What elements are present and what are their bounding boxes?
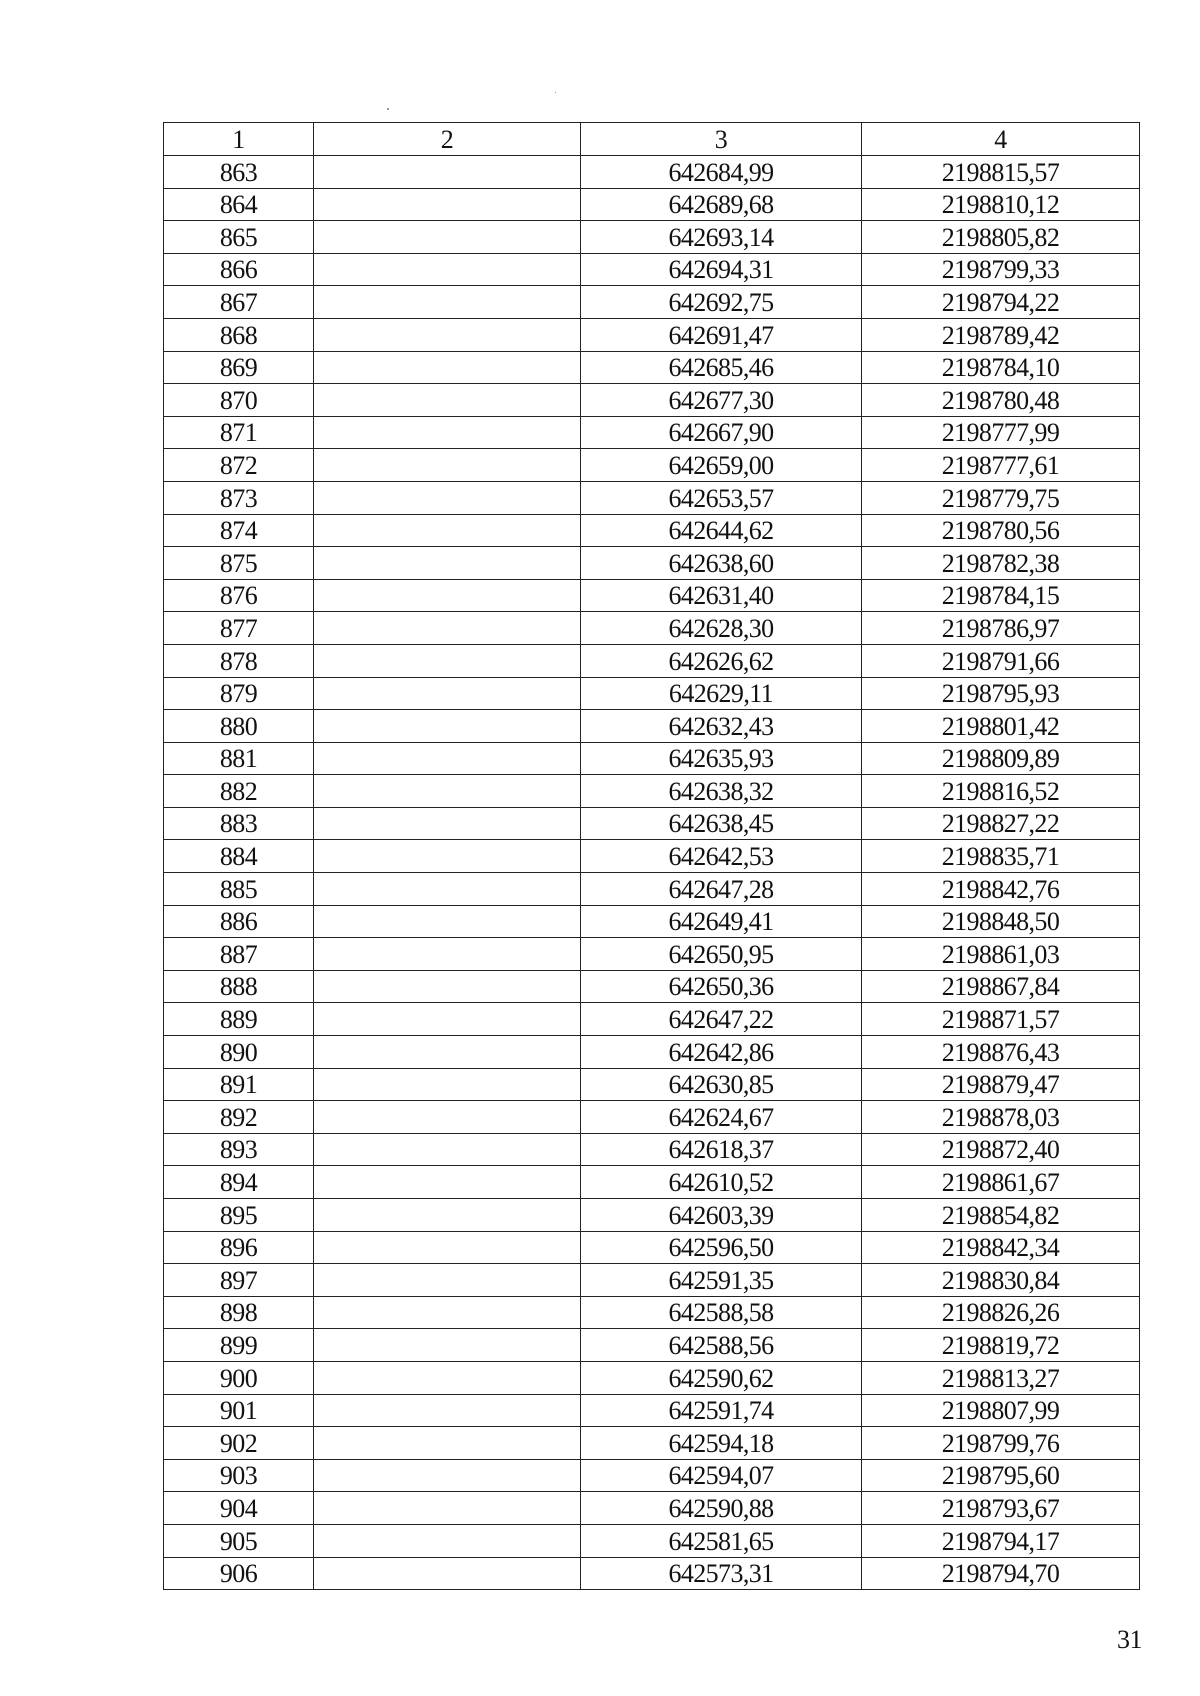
point-number-cell: 874 bbox=[164, 514, 314, 547]
x-coordinate-cell: 642642,86 bbox=[581, 1036, 862, 1069]
y-coordinate-cell: 2198816,52 bbox=[862, 775, 1140, 808]
description-cell bbox=[314, 1394, 581, 1427]
y-coordinate-cell: 2198848,50 bbox=[862, 905, 1140, 938]
y-coordinate-cell: 2198780,48 bbox=[862, 384, 1140, 417]
description-cell bbox=[314, 547, 581, 580]
table-row bbox=[164, 1492, 1140, 1525]
x-coordinate-cell: 642588,56 bbox=[581, 1329, 862, 1362]
y-coordinate-cell: 2198791,66 bbox=[862, 644, 1140, 677]
point-number-cell: 878 bbox=[164, 644, 314, 677]
point-number-cell: 864 bbox=[164, 188, 314, 221]
table-row bbox=[164, 156, 1140, 189]
table-row bbox=[164, 547, 1140, 580]
table-row bbox=[164, 481, 1140, 514]
y-coordinate-cell: 2198784,15 bbox=[862, 579, 1140, 612]
point-number-cell: 865 bbox=[164, 221, 314, 254]
table-row bbox=[164, 351, 1140, 384]
description-cell bbox=[314, 156, 581, 189]
scan-speck bbox=[555, 92, 556, 93]
y-coordinate-cell: 2198876,43 bbox=[862, 1036, 1140, 1069]
point-number-cell: 883 bbox=[164, 807, 314, 840]
y-coordinate-cell: 2198794,70 bbox=[862, 1557, 1140, 1590]
description-cell bbox=[314, 579, 581, 612]
table-row bbox=[164, 840, 1140, 873]
description-cell bbox=[314, 449, 581, 482]
column-header-1: 1 bbox=[164, 123, 314, 156]
table-row bbox=[164, 1427, 1140, 1460]
coordinates-table bbox=[163, 122, 1140, 1590]
point-number-cell: 877 bbox=[164, 612, 314, 645]
description-cell bbox=[314, 221, 581, 254]
x-coordinate-cell: 642581,65 bbox=[581, 1524, 862, 1557]
point-number-cell: 881 bbox=[164, 742, 314, 775]
table-row bbox=[164, 710, 1140, 743]
y-coordinate-cell: 2198801,42 bbox=[862, 710, 1140, 743]
page-number: 31 bbox=[1117, 1625, 1142, 1654]
point-number-cell: 899 bbox=[164, 1329, 314, 1362]
y-coordinate-cell: 2198805,82 bbox=[862, 221, 1140, 254]
x-coordinate-cell: 642650,36 bbox=[581, 970, 862, 1003]
table-row bbox=[164, 807, 1140, 840]
point-number-cell: 902 bbox=[164, 1427, 314, 1460]
description-cell bbox=[314, 318, 581, 351]
point-number-cell: 863 bbox=[164, 156, 314, 189]
y-coordinate-cell: 2198861,67 bbox=[862, 1166, 1140, 1199]
description-cell bbox=[314, 1003, 581, 1036]
point-number-cell: 886 bbox=[164, 905, 314, 938]
table-row bbox=[164, 677, 1140, 710]
point-number-cell: 892 bbox=[164, 1101, 314, 1134]
table-row bbox=[164, 1264, 1140, 1297]
table-row bbox=[164, 1036, 1140, 1069]
description-cell bbox=[314, 286, 581, 319]
x-coordinate-cell: 642632,43 bbox=[581, 710, 862, 743]
point-number-cell: 868 bbox=[164, 318, 314, 351]
scan-speck bbox=[387, 108, 389, 110]
y-coordinate-cell: 2198842,76 bbox=[862, 873, 1140, 906]
x-coordinate-cell: 642628,30 bbox=[581, 612, 862, 645]
description-cell bbox=[314, 1101, 581, 1134]
point-number-cell: 890 bbox=[164, 1036, 314, 1069]
description-cell bbox=[314, 938, 581, 971]
x-coordinate-cell: 642644,62 bbox=[581, 514, 862, 547]
y-coordinate-cell: 2198777,61 bbox=[862, 449, 1140, 482]
y-coordinate-cell: 2198815,57 bbox=[862, 156, 1140, 189]
description-cell bbox=[314, 1459, 581, 1492]
table-row bbox=[164, 742, 1140, 775]
y-coordinate-cell: 2198867,84 bbox=[862, 970, 1140, 1003]
description-cell bbox=[314, 1264, 581, 1297]
table-row bbox=[164, 644, 1140, 677]
table-row bbox=[164, 1394, 1140, 1427]
table-row bbox=[164, 1068, 1140, 1101]
point-number-cell: 866 bbox=[164, 253, 314, 286]
x-coordinate-cell: 642626,62 bbox=[581, 644, 862, 677]
table-row bbox=[164, 938, 1140, 971]
y-coordinate-cell: 2198795,93 bbox=[862, 677, 1140, 710]
description-cell bbox=[314, 840, 581, 873]
description-cell bbox=[314, 873, 581, 906]
description-cell bbox=[314, 775, 581, 808]
description-cell bbox=[314, 1231, 581, 1264]
x-coordinate-cell: 642689,68 bbox=[581, 188, 862, 221]
table-row bbox=[164, 286, 1140, 319]
x-coordinate-cell: 642684,99 bbox=[581, 156, 862, 189]
y-coordinate-cell: 2198826,26 bbox=[862, 1296, 1140, 1329]
table-row bbox=[164, 1133, 1140, 1166]
point-number-cell: 889 bbox=[164, 1003, 314, 1036]
x-coordinate-cell: 642629,11 bbox=[581, 677, 862, 710]
x-coordinate-cell: 642594,18 bbox=[581, 1427, 862, 1460]
point-number-cell: 898 bbox=[164, 1296, 314, 1329]
table-row bbox=[164, 1459, 1140, 1492]
description-cell bbox=[314, 351, 581, 384]
description-cell bbox=[314, 1361, 581, 1394]
description-cell bbox=[314, 1557, 581, 1590]
description-cell bbox=[314, 253, 581, 286]
x-coordinate-cell: 642591,35 bbox=[581, 1264, 862, 1297]
table-row bbox=[164, 1199, 1140, 1232]
column-header-2: 2 bbox=[314, 123, 581, 156]
point-number-cell: 867 bbox=[164, 286, 314, 319]
description-cell bbox=[314, 612, 581, 645]
table-row bbox=[164, 1361, 1140, 1394]
y-coordinate-cell: 2198813,27 bbox=[862, 1361, 1140, 1394]
y-coordinate-cell: 2198871,57 bbox=[862, 1003, 1140, 1036]
y-coordinate-cell: 2198782,38 bbox=[862, 547, 1140, 580]
description-cell bbox=[314, 1427, 581, 1460]
x-coordinate-cell: 642642,53 bbox=[581, 840, 862, 873]
table-row bbox=[164, 1003, 1140, 1036]
y-coordinate-cell: 2198784,10 bbox=[862, 351, 1140, 384]
point-number-cell: 885 bbox=[164, 873, 314, 906]
x-coordinate-cell: 642649,41 bbox=[581, 905, 862, 938]
x-coordinate-cell: 642677,30 bbox=[581, 384, 862, 417]
table-row bbox=[164, 253, 1140, 286]
y-coordinate-cell: 2198799,76 bbox=[862, 1427, 1140, 1460]
x-coordinate-cell: 642659,00 bbox=[581, 449, 862, 482]
description-cell bbox=[314, 416, 581, 449]
table-row bbox=[164, 416, 1140, 449]
point-number-cell: 873 bbox=[164, 481, 314, 514]
column-header-3: 3 bbox=[581, 123, 862, 156]
description-cell bbox=[314, 1199, 581, 1232]
point-number-cell: 872 bbox=[164, 449, 314, 482]
x-coordinate-cell: 642624,67 bbox=[581, 1101, 862, 1134]
x-coordinate-cell: 642635,93 bbox=[581, 742, 862, 775]
table-row bbox=[164, 775, 1140, 808]
x-coordinate-cell: 642630,85 bbox=[581, 1068, 862, 1101]
y-coordinate-cell: 2198794,22 bbox=[862, 286, 1140, 319]
x-coordinate-cell: 642691,47 bbox=[581, 318, 862, 351]
description-cell bbox=[314, 384, 581, 417]
table-body bbox=[164, 156, 1140, 1590]
y-coordinate-cell: 2198827,22 bbox=[862, 807, 1140, 840]
y-coordinate-cell: 2198819,72 bbox=[862, 1329, 1140, 1362]
y-coordinate-cell: 2198793,67 bbox=[862, 1492, 1140, 1525]
y-coordinate-cell: 2198794,17 bbox=[862, 1524, 1140, 1557]
table-row bbox=[164, 384, 1140, 417]
description-cell bbox=[314, 1036, 581, 1069]
description-cell bbox=[314, 742, 581, 775]
point-number-cell: 893 bbox=[164, 1133, 314, 1166]
table-header bbox=[164, 123, 1140, 156]
point-number-cell: 888 bbox=[164, 970, 314, 1003]
description-cell bbox=[314, 710, 581, 743]
y-coordinate-cell: 2198789,42 bbox=[862, 318, 1140, 351]
point-number-cell: 891 bbox=[164, 1068, 314, 1101]
y-coordinate-cell: 2198810,12 bbox=[862, 188, 1140, 221]
point-number-cell: 900 bbox=[164, 1361, 314, 1394]
description-cell bbox=[314, 677, 581, 710]
table-row bbox=[164, 970, 1140, 1003]
x-coordinate-cell: 642590,88 bbox=[581, 1492, 862, 1525]
table-row bbox=[164, 612, 1140, 645]
description-cell bbox=[314, 1068, 581, 1101]
table-row bbox=[164, 318, 1140, 351]
x-coordinate-cell: 642591,74 bbox=[581, 1394, 862, 1427]
point-number-cell: 904 bbox=[164, 1492, 314, 1525]
point-number-cell: 901 bbox=[164, 1394, 314, 1427]
description-cell bbox=[314, 1166, 581, 1199]
x-coordinate-cell: 642638,60 bbox=[581, 547, 862, 580]
table-row bbox=[164, 1166, 1140, 1199]
table-row bbox=[164, 1524, 1140, 1557]
y-coordinate-cell: 2198786,97 bbox=[862, 612, 1140, 645]
point-number-cell: 884 bbox=[164, 840, 314, 873]
table-row bbox=[164, 1101, 1140, 1134]
x-coordinate-cell: 642650,95 bbox=[581, 938, 862, 971]
point-number-cell: 880 bbox=[164, 710, 314, 743]
x-coordinate-cell: 642653,57 bbox=[581, 481, 862, 514]
table-row bbox=[164, 873, 1140, 906]
description-cell bbox=[314, 1329, 581, 1362]
y-coordinate-cell: 2198872,40 bbox=[862, 1133, 1140, 1166]
y-coordinate-cell: 2198780,56 bbox=[862, 514, 1140, 547]
x-coordinate-cell: 642610,52 bbox=[581, 1166, 862, 1199]
point-number-cell: 903 bbox=[164, 1459, 314, 1492]
point-number-cell: 894 bbox=[164, 1166, 314, 1199]
description-cell bbox=[314, 1524, 581, 1557]
y-coordinate-cell: 2198795,60 bbox=[862, 1459, 1140, 1492]
y-coordinate-cell: 2198830,84 bbox=[862, 1264, 1140, 1297]
description-cell bbox=[314, 1133, 581, 1166]
header-row bbox=[164, 123, 1140, 156]
x-coordinate-cell: 642618,37 bbox=[581, 1133, 862, 1166]
point-number-cell: 905 bbox=[164, 1524, 314, 1557]
description-cell bbox=[314, 905, 581, 938]
description-cell bbox=[314, 644, 581, 677]
description-cell bbox=[314, 1492, 581, 1525]
x-coordinate-cell: 642685,46 bbox=[581, 351, 862, 384]
x-coordinate-cell: 642588,58 bbox=[581, 1296, 862, 1329]
point-number-cell: 875 bbox=[164, 547, 314, 580]
table-row bbox=[164, 1231, 1140, 1264]
table-row bbox=[164, 1557, 1140, 1590]
description-cell bbox=[314, 807, 581, 840]
x-coordinate-cell: 642573,31 bbox=[581, 1557, 862, 1590]
y-coordinate-cell: 2198809,89 bbox=[862, 742, 1140, 775]
table-row bbox=[164, 188, 1140, 221]
y-coordinate-cell: 2198861,03 bbox=[862, 938, 1140, 971]
y-coordinate-cell: 2198807,99 bbox=[862, 1394, 1140, 1427]
x-coordinate-cell: 642638,45 bbox=[581, 807, 862, 840]
point-number-cell: 897 bbox=[164, 1264, 314, 1297]
y-coordinate-cell: 2198799,33 bbox=[862, 253, 1140, 286]
point-number-cell: 906 bbox=[164, 1557, 314, 1590]
point-number-cell: 876 bbox=[164, 579, 314, 612]
point-number-cell: 882 bbox=[164, 775, 314, 808]
x-coordinate-cell: 642596,50 bbox=[581, 1231, 862, 1264]
point-number-cell: 896 bbox=[164, 1231, 314, 1264]
table-row bbox=[164, 905, 1140, 938]
point-number-cell: 895 bbox=[164, 1199, 314, 1232]
x-coordinate-cell: 642638,32 bbox=[581, 775, 862, 808]
x-coordinate-cell: 642667,90 bbox=[581, 416, 862, 449]
point-number-cell: 879 bbox=[164, 677, 314, 710]
y-coordinate-cell: 2198842,34 bbox=[862, 1231, 1140, 1264]
x-coordinate-cell: 642694,31 bbox=[581, 253, 862, 286]
table-row bbox=[164, 221, 1140, 254]
description-cell bbox=[314, 1296, 581, 1329]
x-coordinate-cell: 642590,62 bbox=[581, 1361, 862, 1394]
table-row bbox=[164, 514, 1140, 547]
point-number-cell: 871 bbox=[164, 416, 314, 449]
y-coordinate-cell: 2198854,82 bbox=[862, 1199, 1140, 1232]
column-header-4: 4 bbox=[862, 123, 1140, 156]
point-number-cell: 869 bbox=[164, 351, 314, 384]
point-number-cell: 887 bbox=[164, 938, 314, 971]
y-coordinate-cell: 2198835,71 bbox=[862, 840, 1140, 873]
table-row bbox=[164, 449, 1140, 482]
y-coordinate-cell: 2198879,47 bbox=[862, 1068, 1140, 1101]
description-cell bbox=[314, 970, 581, 1003]
description-cell bbox=[314, 481, 581, 514]
table-row bbox=[164, 1329, 1140, 1362]
x-coordinate-cell: 642631,40 bbox=[581, 579, 862, 612]
x-coordinate-cell: 642693,14 bbox=[581, 221, 862, 254]
x-coordinate-cell: 642603,39 bbox=[581, 1199, 862, 1232]
description-cell bbox=[314, 514, 581, 547]
table-row bbox=[164, 1296, 1140, 1329]
x-coordinate-cell: 642692,75 bbox=[581, 286, 862, 319]
table-row bbox=[164, 579, 1140, 612]
y-coordinate-cell: 2198779,75 bbox=[862, 481, 1140, 514]
x-coordinate-cell: 642647,28 bbox=[581, 873, 862, 906]
x-coordinate-cell: 642647,22 bbox=[581, 1003, 862, 1036]
y-coordinate-cell: 2198878,03 bbox=[862, 1101, 1140, 1134]
description-cell bbox=[314, 188, 581, 221]
x-coordinate-cell: 642594,07 bbox=[581, 1459, 862, 1492]
point-number-cell: 870 bbox=[164, 384, 314, 417]
y-coordinate-cell: 2198777,99 bbox=[862, 416, 1140, 449]
